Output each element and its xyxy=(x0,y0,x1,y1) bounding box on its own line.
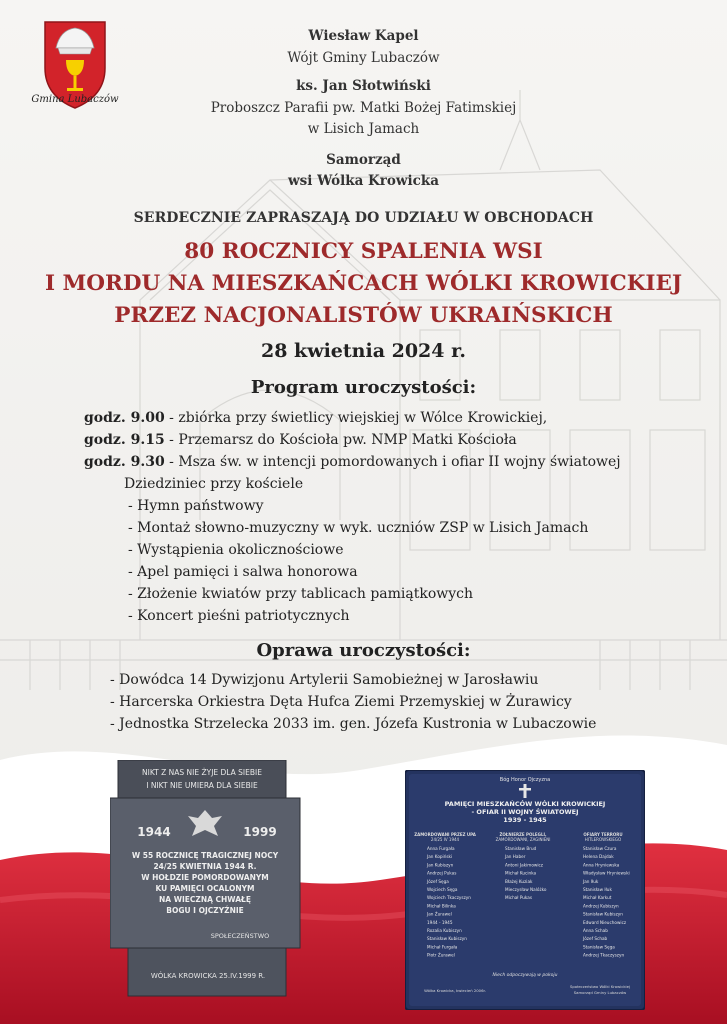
plaque-right-title-line: 1939 - 1945 xyxy=(503,816,547,824)
plaque-name: Michał Furgała xyxy=(427,944,458,950)
organizer-1-role: Wójt Gminy Lubaczów xyxy=(287,50,440,66)
program-item xyxy=(84,410,547,426)
plaque-right-footer-right: Społeczeństwo Wólki Krowickiej xyxy=(569,984,631,989)
organizer-2-name: ks. Jan Słotwiński xyxy=(296,78,431,94)
program-text: - Przemarsz do Kościoła pw. NMP Matki Kościoła xyxy=(164,432,517,448)
oprawa-item: - Dowódca 14 Dywizjonu Artylerii Samobieżnej w Jarosławiu xyxy=(110,672,539,688)
plaque-name: Błażej Kuziak xyxy=(505,878,533,884)
plaque-name: Wojciech Sęga xyxy=(427,887,458,892)
oprawa-item: - Jednostka Strzelecka 2033 im. gen. Józefa Kustronia w Lubaczowie xyxy=(110,716,597,732)
organizer-3-name: Samorząd xyxy=(326,152,401,168)
organizer-1-name: Wiesław Kapel xyxy=(308,28,419,44)
plaque-name: Piotr Żurawel xyxy=(427,952,455,958)
plaque-left-body-line: BOGU I OJCZYŹNIE xyxy=(166,906,244,915)
plaque-name: Anna Schab xyxy=(583,928,608,933)
oprawa-heading: Oprawa uroczystości: xyxy=(256,640,471,661)
plaque-col1-head: 24/25 IV 1944 xyxy=(430,837,460,842)
program-time: godz. 9.30 xyxy=(84,454,165,470)
program-subitem: - Złożenie kwiatów przy tablicach pamiątkowych xyxy=(128,586,474,602)
plaque-name: Józef Sęga xyxy=(427,878,449,884)
plaque-name: Michał Pukas xyxy=(505,895,533,901)
plaque-name: Stanisław Czura xyxy=(583,846,617,851)
plaque-left-year-left: 1944 xyxy=(137,825,171,839)
plaque-name: Stanisław Iłuk xyxy=(583,887,612,892)
plaque-name: Andrzej Kubiszyn xyxy=(583,903,619,909)
plaque-name: Stanisław Sęga xyxy=(583,944,615,950)
plaque-name: Anna Furgała xyxy=(427,846,455,851)
plaque-name: Mieczysław Nalóżko xyxy=(505,887,547,892)
program-subitem: - Hymn państwowy xyxy=(128,498,264,514)
plaque-left-year-right: 1999 xyxy=(243,825,277,839)
plaque-left-body-line: 24/25 KWIETNIA 1944 R. xyxy=(153,862,257,871)
program-heading: Program uroczystości: xyxy=(250,377,477,398)
event-title-line-1: 80 ROCZNICY SPALENIA WSI xyxy=(184,239,543,264)
oprawa-item: - Harcerska Orkiestra Dęta Hufca Ziemi Przemyskiej w Żurawicy xyxy=(110,694,572,710)
plaque-left-signature: SPOŁECZEŃSTWO xyxy=(210,932,270,940)
plaque-col2-head: ZAMORDOWANI, ZAGINIENI xyxy=(495,837,551,842)
plaque-right-prayer: Niech odpoczywają w pokoju xyxy=(492,973,558,978)
invitation-text: SERDECZNIE ZAPRASZAJĄ DO UDZIAŁU W OBCHODACH xyxy=(133,210,594,226)
plaque-name: Jan Haber xyxy=(505,854,526,860)
program-item xyxy=(84,454,621,470)
plaque-name: Andrzej Tkaczyszyn xyxy=(583,952,625,958)
plaque-left-footer: WÓLKA KROWICKA 25.IV.1999 R. xyxy=(150,972,266,980)
plaque-left-body-line: NA WIECZNĄ CHWAŁĘ xyxy=(159,895,251,904)
plaque-name: Wojciech Tkaczyszyn xyxy=(427,895,471,901)
program-subitem: - Koncert pieśni patriotycznych xyxy=(128,608,350,624)
plaque-name: Stanisław Kubiszyn xyxy=(427,936,467,942)
program-subheading: Dziedziniec przy kościele xyxy=(124,476,304,492)
program-item xyxy=(84,432,517,448)
program-subitem: - Wystąpienia okolicznościowe xyxy=(128,542,344,558)
plaque-right-title-line: - OFIAR II WOJNY ŚWIATOWEJ xyxy=(471,808,579,816)
plaque-name: Anna Hryniewska xyxy=(583,862,620,868)
plaque-col2-head: ŻOŁNIERZE POLEGLI, xyxy=(499,832,547,837)
organizer-2-role: Proboszcz Parafii pw. Matki Bożej Fatimskiej xyxy=(210,100,517,116)
plaque-col1-head: ZAMORDOWANI PRZEZ UPA xyxy=(414,832,476,837)
plaque-name: Jan Kopiński xyxy=(427,854,453,860)
memorial-plaque-left xyxy=(110,760,310,1000)
program-subitem: - Apel pamięci i salwa honorowa xyxy=(128,564,358,580)
plaque-left-body-line: KU PAMIĘCI OCALONYM xyxy=(155,884,255,893)
event-date: 28 kwietnia 2024 r. xyxy=(261,340,466,362)
plaque-col3-head: OFIARY TERRORU xyxy=(583,832,623,837)
plaque-name: Edward Nieuchowicz xyxy=(583,919,627,925)
plaque-name: 1944 - 1945 xyxy=(427,919,453,925)
plaque-col3-head: HITLEROWSKIEGO xyxy=(584,837,622,842)
plaque-left-body-line: W 55 ROCZNICĘ TRAGICZNEJ NOCY xyxy=(131,851,279,860)
plaque-left-top-line: I NIKT NIE UMIERA DLA SIEBIE xyxy=(146,781,258,790)
event-title-line-2: I MORDU NA MIESZKAŃCACH WÓLKI KROWICKIEJ xyxy=(44,271,683,296)
plaque-right-title-line: PAMIĘCI MIESZKAŃCÓW WÓLKI KROWICKIEJ xyxy=(444,800,606,808)
program-time: godz. 9.15 xyxy=(84,432,165,448)
plaque-right-motto: Bóg Honor Ojczyzna xyxy=(499,777,551,783)
plaque-left-top-line: NIKT Z NAS NIE ŻYJE DLA SIEBIE xyxy=(142,768,262,777)
plaque-name: Jan Żurawel xyxy=(427,911,452,917)
plaque-name: Jan Iłuk xyxy=(583,878,599,884)
plaque-name: Helena Dajdak xyxy=(583,854,614,860)
plaque-right-footer-right: Samorząd Gminy Lubaczów xyxy=(573,990,627,995)
program-text: - zbiórka przy świetlicy wiejskiej w Wólce Krowickiej, xyxy=(164,410,548,426)
plaque-name: Michał Kucinka xyxy=(505,870,537,876)
plaque-name: Antoni Jakimowicz xyxy=(505,862,543,868)
plaque-name: Michał Karkut xyxy=(583,895,612,901)
program-subitem: - Montaż słowno-muzyczny w wyk. uczniów ZSP w Lisich Jamach xyxy=(128,520,589,536)
plaque-name: Józef Schab xyxy=(583,936,608,942)
plaque-name: Andrzej Pukas xyxy=(427,870,457,876)
plaque-name: Rozalia Kubiszyn xyxy=(427,928,462,933)
event-title-line-3: PRZEZ NACJONALISTÓW UKRAIŃSKICH xyxy=(114,303,613,328)
program-time: godz. 9.00 xyxy=(84,410,165,426)
plaque-name: Stanisław Kubiszyn xyxy=(583,911,623,917)
logo-caption: Gmina Lubaczów xyxy=(31,94,119,105)
plaque-left-body-line: W HOŁDZIE POMORDOWANYM xyxy=(141,873,269,882)
plaque-name: Stanisław Brud xyxy=(505,846,537,851)
organizer-3-name-line2: wsi Wólka Krowicka xyxy=(288,173,439,189)
memorial-plaque-right xyxy=(405,770,645,1010)
program-text: - Msza św. w intencji pomordowanych i ofiar II wojny światowej xyxy=(164,454,621,470)
plaque-right-footer-left: Wólka Krowicka, kwiecień 2006r. xyxy=(424,988,486,993)
plaque-name: Władysław Hryniewski xyxy=(583,870,630,876)
plaque-name: Michał Bilinka xyxy=(427,903,456,909)
plaque-name: Jan Kubiszyn xyxy=(427,862,454,868)
organizer-2-role-line2: w Lisich Jamach xyxy=(307,121,420,137)
